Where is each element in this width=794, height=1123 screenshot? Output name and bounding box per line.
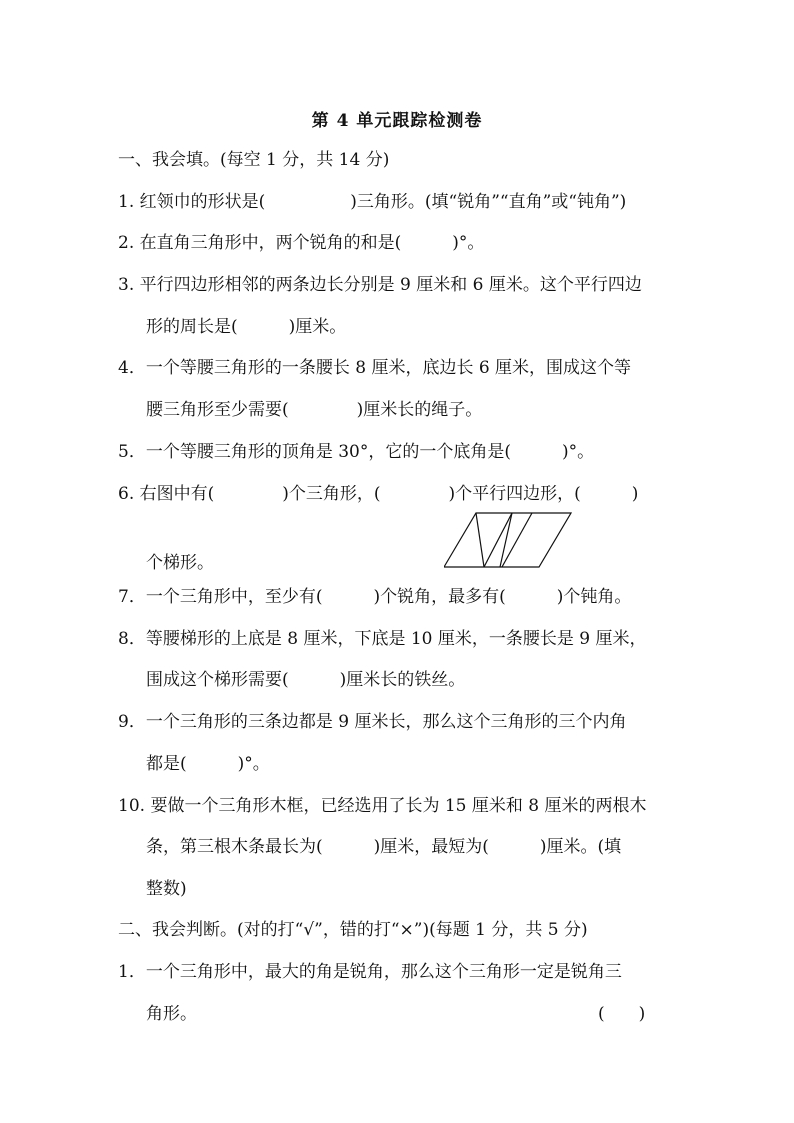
judge-question-1-line1: 1．一个三角形中，最大的角是锐角，那么这个三角形一定是锐角三: [118, 962, 622, 982]
question-10-line3: 整数): [146, 879, 187, 899]
question-6-line1: 6. 右图中有( )个三角形，( )个平行四边形，( ): [118, 484, 639, 504]
question-3-line1: 3. 平行四边形相邻的两条边长分别是 9 厘米和 6 厘米。这个平行四边: [118, 275, 642, 295]
question-4-line2: 腰三角形至少需要( )厘米长的绳子。: [146, 400, 483, 420]
question-9-line1: 9．一个三角形的三条边都是 9 厘米长，那么这个三角形的三个内角: [118, 712, 627, 732]
question-9-line2: 都是( )°。: [146, 754, 270, 774]
question-1: 1. 红领巾的形状是( )三角形。(填“锐角”“直角”或“钝角”): [118, 192, 627, 212]
question-2: 2. 在直角三角形中，两个锐角的和是( )°。: [118, 233, 485, 253]
question-5: 5．一个等腰三角形的顶角是 30°，它的一个底角是( )°。: [118, 442, 595, 462]
section1-heading: 一、我会填。(每空 1 分，共 14 分): [118, 150, 390, 170]
question-10-line2: 条，第三根木条最长为( )厘米，最短为( )厘米。(填: [146, 837, 622, 857]
answer-bracket[interactable]: ( ): [598, 1004, 646, 1024]
diagonal-1: [476, 513, 484, 567]
diagonal-2: [484, 513, 512, 567]
page-title: 第 4 单元跟踪检测卷: [311, 111, 483, 131]
question-8-line2: 围成这个梯形需要( )厘米长的铁丝。: [146, 670, 466, 690]
question-4-line1: 4．一个等腰三角形的一条腰长 8 厘米，底边长 6 厘米，围成这个等: [118, 358, 632, 378]
question-3-line2: 形的周长是( )厘米。: [146, 317, 347, 337]
question-10-line1: 10. 要做一个三角形木框，已经选用了长为 15 厘米和 8 厘米的两根木: [118, 796, 647, 816]
question-7: 7．一个三角形中，至少有( )个锐角，最多有( )个钝角。: [118, 587, 632, 607]
section2-heading: 二、我会判断。(对的打“√”，错的打“×”)(每题 1 分，共 5 分): [118, 920, 588, 940]
parallelogram-diagram: [444, 512, 572, 568]
judge-question-1-line2: 角形。: [146, 1004, 197, 1024]
question-8-line1: 8．等腰梯形的上底是 8 厘米，下底是 10 厘米，一条腰长是 9 厘米，: [118, 629, 647, 649]
question-6-line2: 个梯形。: [146, 553, 214, 573]
